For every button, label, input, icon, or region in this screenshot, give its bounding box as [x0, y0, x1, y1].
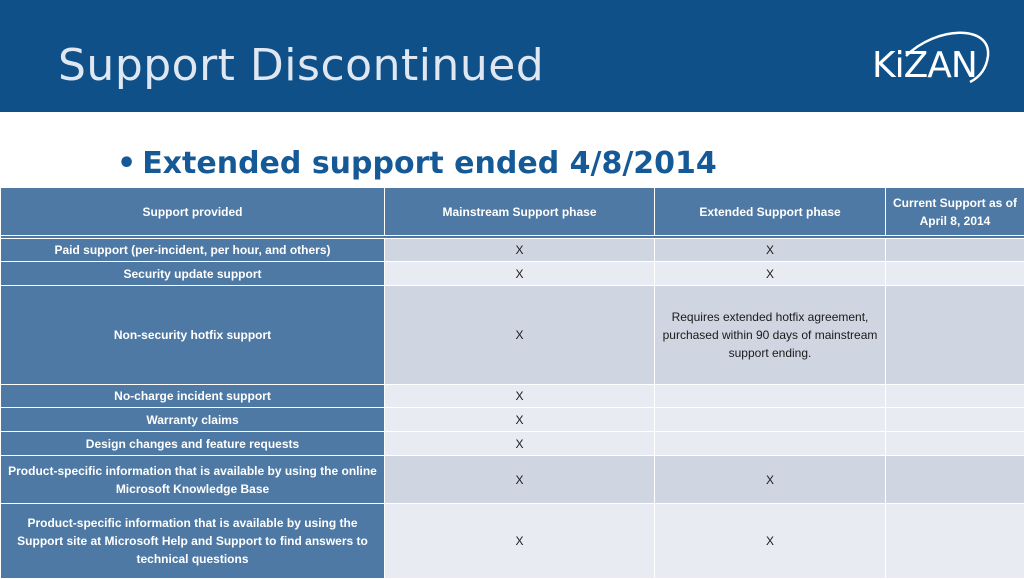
cell-mainstream: X	[385, 385, 655, 408]
cell-mainstream: X	[385, 408, 655, 432]
cell-mainstream: X	[385, 262, 655, 286]
cell-current	[886, 286, 1024, 385]
cell-extended: X	[655, 456, 886, 504]
cell-extended: Requires extended hotfix agreement, purchased within 90 days of mainstream support ending.	[655, 286, 886, 385]
bullet-text: Extended support ended 4/8/2014	[142, 146, 717, 181]
cell-current	[886, 504, 1024, 579]
row-label: Design changes and feature requests	[1, 432, 385, 456]
cell-current	[886, 408, 1024, 432]
cell-mainstream: X	[385, 504, 655, 579]
cell-mainstream: X	[385, 456, 655, 504]
support-table	[0, 187, 1024, 579]
table-row	[1, 504, 1024, 579]
row-label: Product-specific information that is available by using the online Microsoft Knowledge Base	[1, 456, 385, 504]
row-label: No-charge incident support	[1, 385, 385, 408]
cell-extended	[655, 385, 886, 408]
table-row	[1, 262, 1024, 286]
row-label: Security update support	[1, 262, 385, 286]
logo-text: KiZAN	[872, 48, 977, 84]
header-mainstream: Mainstream Support phase	[385, 188, 655, 236]
bullet-dot-icon: •	[117, 146, 136, 181]
table-row	[1, 385, 1024, 408]
bullet-point	[117, 147, 717, 180]
table-row	[1, 408, 1024, 432]
cell-current	[886, 385, 1024, 408]
table-row	[1, 456, 1024, 504]
cell-current	[886, 456, 1024, 504]
cell-current	[886, 262, 1024, 286]
kizan-logo	[866, 26, 996, 92]
cell-mainstream: X	[385, 239, 655, 262]
row-label: Warranty claims	[1, 408, 385, 432]
header-extended: Extended Support phase	[655, 188, 886, 236]
slide-header	[0, 0, 1024, 112]
table-row	[1, 432, 1024, 456]
table-row	[1, 286, 1024, 385]
slide-title: Support Discontinued	[58, 44, 544, 88]
row-label: Product-specific information that is available by using the Support site at Microsoft Help and Support to find answers to technical questions	[1, 504, 385, 579]
cell-current	[886, 432, 1024, 456]
cell-extended	[655, 432, 886, 456]
cell-extended: X	[655, 504, 886, 579]
row-label: Paid support (per-incident, per hour, and others)	[1, 239, 385, 262]
cell-current	[886, 239, 1024, 262]
header-support-provided: Support provided	[1, 188, 385, 236]
cell-extended: X	[655, 262, 886, 286]
cell-extended	[655, 408, 886, 432]
row-label: Non-security hotfix support	[1, 286, 385, 385]
cell-mainstream: X	[385, 286, 655, 385]
header-current: Current Support as of April 8, 2014	[886, 188, 1024, 236]
table-row	[1, 239, 1024, 262]
cell-extended: X	[655, 239, 886, 262]
cell-mainstream: X	[385, 432, 655, 456]
